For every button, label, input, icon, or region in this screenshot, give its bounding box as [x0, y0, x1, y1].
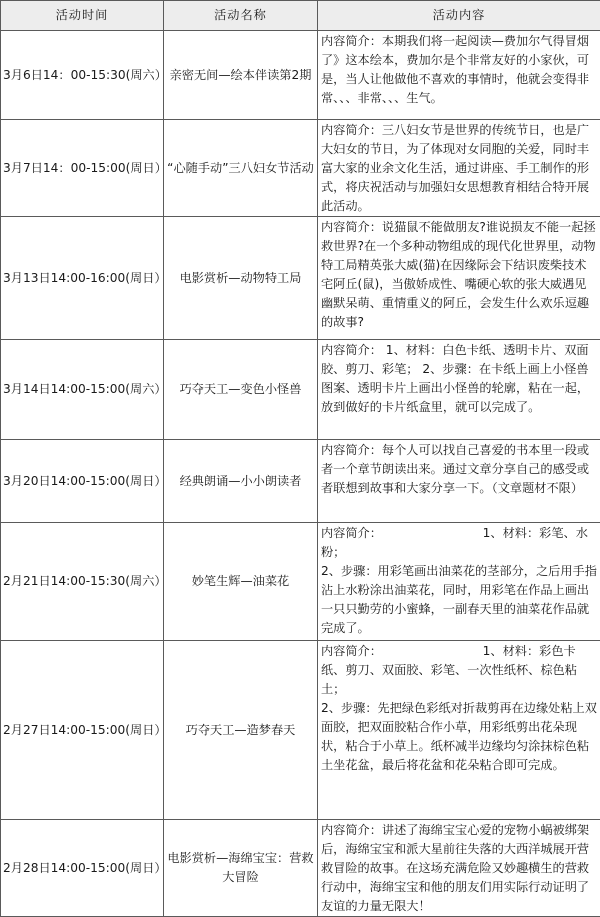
table-row [1, 440, 600, 523]
activity-content: 内容简介：本期我们将一起阅读—费加尔气得冒烟了》这本绘本，费加尔是个非常友好的小家伙，可是，当人让他做他不喜欢的事情时，他就会变得非常、、、非常、、、生气。 [318, 31, 600, 120]
header-content: 活动内容 [318, 1, 600, 31]
table-row [1, 31, 600, 120]
activity-name: 经典朗诵—小小朗读者 [164, 440, 318, 523]
activity-content: 内容简介：说猫鼠不能做朋友?谁说损友不能一起拯救世界?在一个多种动物组成的现代化世界里，动物特工局精英张大威(猫)在因缘际会下结识废柴技术宅阿丘(鼠)，当傲娇成性、嘴硬心软的张大威遇见幽默呆萌、重情重义的阿丘，会发生什么欢乐逗趣的故事? [318, 217, 600, 340]
activity-time: 3月20日14:00-15:00(周日） [1, 440, 164, 523]
activity-content: 内容简介： 1、材料：彩色卡纸、剪刀、双面胶、彩笔、一次性纸杯、棕色粘土； 2、步骤：先把绿色彩纸对折裁剪再在边缘处粘上双面胶，把双面胶粘合作小草，用彩纸剪出花朵现状，粘合于小草上。纸杯减半边缘均匀涂抹棕色粘土坐花盆，最后将花盆和花朵粘合即可完成。 [318, 641, 600, 820]
activity-name: 妙笔生辉—油菜花 [164, 523, 318, 641]
activity-time: 3月7日14：00-15:00(周日） [1, 120, 164, 217]
activity-name: 巧夺天工—变色小怪兽 [164, 340, 318, 440]
activity-time: 2月27日14:00-15:00(周日） [1, 641, 164, 820]
activity-content: 内容简介：每个人可以找自己喜爱的书本里一段或者一个章节朗读出来。通过文章分享自己的感受或者联想到故事和大家分享一下。（文章题材不限） [318, 440, 600, 523]
activity-content: 内容简介：三八妇女节是世界的传统节日，也是广大妇女的节日，为了体现对女同胞的关爱，同时丰富大家的业余文化生活，通过讲座、手工制作的形式，将庆祝活动与加强妇女思想教育相结合特开展此活动。 [318, 120, 600, 217]
activity-name: “心随手动”三八妇女节活动 [164, 120, 318, 217]
table-row [1, 820, 600, 917]
activity-name: 巧夺天工—造梦春天 [164, 641, 318, 820]
activity-name: 电影赏析—海绵宝宝：营救大冒险 [164, 820, 318, 917]
activity-content: 内容简介： 1、材料：白色卡纸、透明卡片、双面胶、剪刀、彩笔； 2、步骤：在卡纸上画上小怪兽图案、透明卡片上画出小怪兽的轮廓，粘在一起，放到做好的卡片纸盒里，就可以完成了。 [318, 340, 600, 440]
activity-time: 2月21日14:00-15:30(周六） [1, 523, 164, 641]
table-row [1, 523, 600, 641]
activity-time: 3月6日14：00-15:30(周六） [1, 31, 164, 120]
header-name: 活动名称 [164, 1, 318, 31]
header-row [1, 1, 600, 31]
activity-name: 电影赏析—动物特工局 [164, 217, 318, 340]
activity-content: 内容简介： 1、材料：彩笔、水粉； 2、步骤：用彩笔画出油菜花的茎部分，之后用手指沾上水粉涂出油菜花，同时，用彩笔在作品上画出一只只勤劳的小蜜蜂，一副春天里的油菜花作品就完成了。 [318, 523, 600, 641]
table-row [1, 120, 600, 217]
header-time: 活动时间 [1, 1, 164, 31]
table-row [1, 641, 600, 820]
activity-time: 3月14日14:00-15:00(周六） [1, 340, 164, 440]
activity-name: 亲密无间—绘本伴读第2期 [164, 31, 318, 120]
activity-time: 3月13日14:00-16:00(周日） [1, 217, 164, 340]
activity-time: 2月28日14:00-15:00(周日） [1, 820, 164, 917]
activity-content: 内容简介：讲述了海绵宝宝心爱的宠物小蜗被绑架后，海绵宝宝和派大星前往失落的大西洋城展开营救冒险的故事。在这场充满危险又妙趣横生的营救行动中，海绵宝宝和他的朋友们用实际行动证明了友谊的力量无限大！ [318, 820, 600, 917]
table-row [1, 217, 600, 340]
table-row [1, 340, 600, 440]
